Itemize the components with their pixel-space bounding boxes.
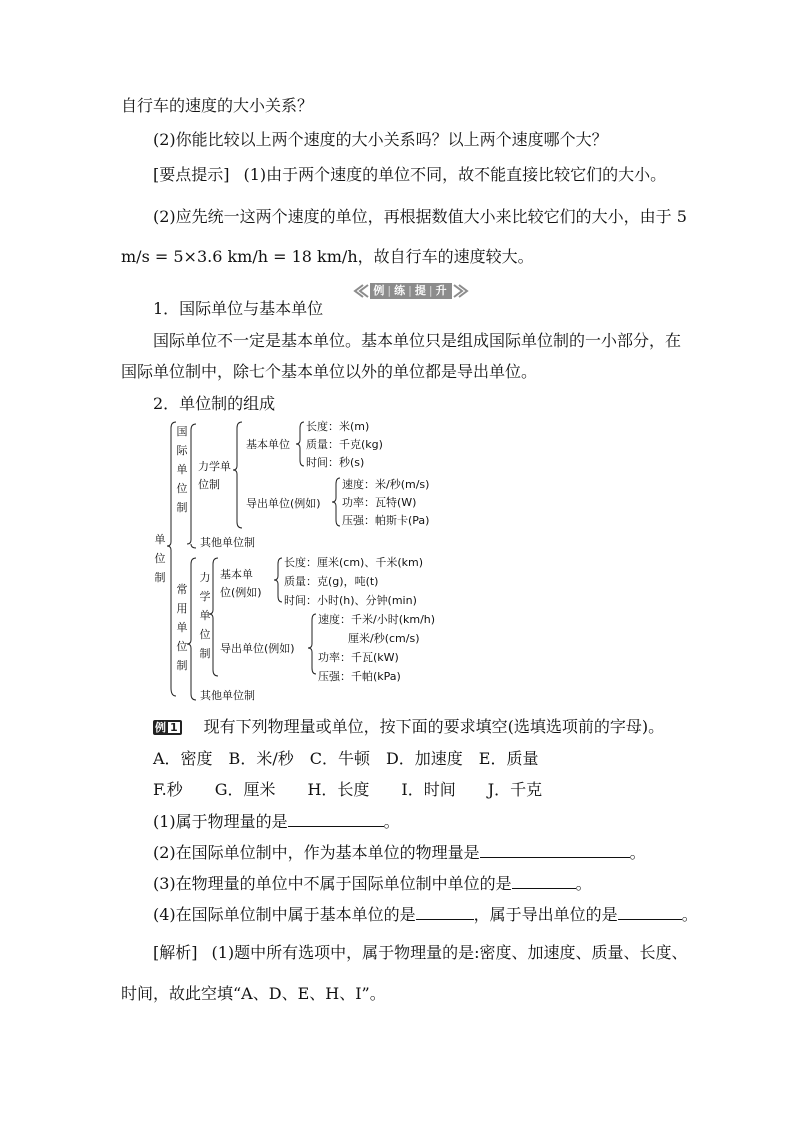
section-2-title: 2．单位制的组成 <box>153 394 276 413</box>
answer-blank-1[interactable] <box>288 812 384 827</box>
intro-line-1: 自行车的速度的大小关系？ <box>121 96 314 115</box>
analysis-text-1: (1)题中所有选项中，属于物理量的是:密度、加速度、质量、长度、 <box>211 943 688 962</box>
section-1-body-1: 国际单位不一定是基本单位。基本单位只是组成国际单位制的一小部分，在 <box>153 331 682 350</box>
root-char-3: 制 <box>154 571 166 584</box>
options-row-1: A．密度 B．米/秒 C．牛顿 D．加速度 E．质量 <box>153 749 539 768</box>
example-prompt-line <box>153 717 664 737</box>
section-1-title: 1．国际单位与基本单位 <box>153 299 324 318</box>
common-base-item: 质量：克(g)，吨(t) <box>284 575 379 588</box>
banner-right-chevron-icon <box>452 283 470 299</box>
hint-line-2: (2)应先统一这两个速度的单位，再根据数值大小来比较它们的大小，由于 5 <box>153 207 687 226</box>
hint-text-1: (1)由于两个速度的单位不同，故不能直接比较它们的大小。 <box>243 165 667 184</box>
si-base-item: 时间：秒(s) <box>306 456 365 469</box>
hint-label: [要点提示] <box>153 165 230 184</box>
analysis-line-1 <box>153 943 688 963</box>
section-1-body-2: 国际单位制中，除七个基本单位以外的单位都是导出单位。 <box>121 362 538 381</box>
common-other-label: 其他单位制 <box>200 689 255 702</box>
example-prompt: 现有下列物理量或单位，按下面的要求填空(选填选项前的字母)。 <box>203 717 665 736</box>
hint-line-3: m/s = 5×3.6 km/h = 18 km/h，故自行车的速度较大。 <box>121 247 534 266</box>
unit-system-diagram <box>150 418 470 708</box>
si-derived-label: 导出单位(例如) <box>246 497 321 510</box>
analysis-label: [解析] <box>153 943 198 962</box>
practice-banner <box>352 283 470 299</box>
si-base-item: 长度：米(m) <box>306 420 370 433</box>
common-derived-item: 速度：千米/小时(km/h) <box>318 613 436 626</box>
banner-left-chevron-icon <box>352 283 370 299</box>
common-base-item: 长度：厘米(cm)、千米(km) <box>284 556 424 569</box>
options-row-2: F.秒 G．厘米 H．长度 I．时间 J．千克 <box>153 780 543 799</box>
si-base-label: 基本单位 <box>246 438 290 451</box>
common-base-label: 基本单 位(例如) <box>220 568 262 599</box>
question-4: (4)在国际单位制中属于基本单位的是 ，属于导出单位的是 。 <box>153 905 698 924</box>
hint-line-1 <box>153 165 666 185</box>
common-label: 常 用 单 位 制 <box>176 583 188 672</box>
si-other-label: 其他单位制 <box>200 536 255 549</box>
analysis-line-2: 时间，故此空填“A、D、E、H、I”。 <box>121 984 386 1003</box>
common-derived-label: 导出单位(例如) <box>220 642 295 655</box>
question-2: (2)在国际单位制中，作为基本单位的物理量是 。 <box>153 843 646 862</box>
si-derived-item: 功率：瓦特(W) <box>342 496 417 509</box>
answer-blank-4a[interactable] <box>416 905 474 920</box>
diagram-root-label <box>153 530 167 587</box>
question-3: (3)在物理量的单位中不属于国际单位制中单位的是 。 <box>153 874 592 893</box>
si-label: 国 际 单 位 制 <box>176 425 188 514</box>
si-derived-item: 速度：米/秒(m/s) <box>342 478 430 491</box>
banner-title: 例|练|提|升 <box>370 283 452 299</box>
intro-question-2: (2)你能比较以上两个速度的大小关系吗？以上两个速度哪个大？ <box>153 130 608 149</box>
common-derived-item: 功率：千瓦(kW) <box>318 651 399 664</box>
answer-blank-3[interactable] <box>512 874 576 889</box>
common-derived-item: 压强：千帕(kPa) <box>318 670 401 683</box>
answer-blank-2[interactable] <box>480 843 630 858</box>
common-base-item: 时间：小时(h)、分钟(min) <box>284 594 417 607</box>
example-badge: 例 1 <box>153 720 182 735</box>
si-derived-item: 压强：帕斯卡(Pa) <box>342 514 430 527</box>
question-1: (1)属于物理量的是 。 <box>153 812 400 831</box>
answer-blank-4b[interactable] <box>618 905 682 920</box>
si-mechanics-label: 力学单位制 <box>198 460 231 491</box>
common-derived-item: 厘米/秒(cm/s) <box>348 632 420 645</box>
root-char-2: 位 <box>154 552 166 565</box>
si-base-item: 质量：千克(kg) <box>306 438 383 451</box>
common-mechanics-label: 力 学 单 位 制 <box>199 571 211 660</box>
root-char-1: 单 <box>154 533 166 546</box>
